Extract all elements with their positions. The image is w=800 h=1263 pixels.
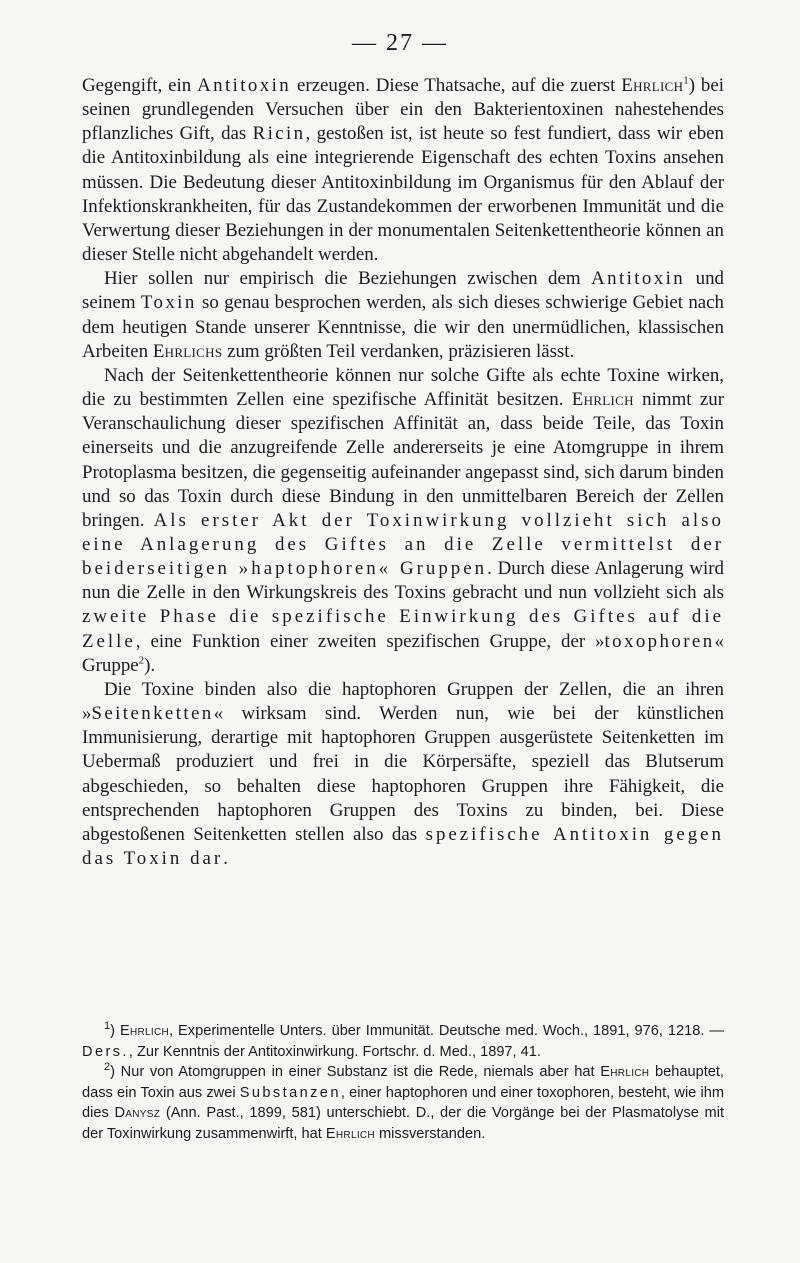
paragraph-1 (82, 74, 724, 267)
text-run: , einer haptophoren und einer toxophoren, besteht, wie ihm dies (82, 1084, 724, 1122)
author-name: Ehrlich (119, 1023, 170, 1039)
text-run: nimmt zur Veranschaulichung dieser spezifischen Affinität an, dass beide Teile, das Toxin einerseits und die anzugreifende Zelle andererseits je eine Atomgruppe in ihrem Protoplasma besitzen, die gegenseitig aufeinander angepasst sind, sich darum binden und so das Toxin durch diese Bindung in den unmittelbaren Bereich der Zellen bringen. (82, 389, 724, 531)
spaced-term: Toxin (140, 292, 197, 314)
text-run: Die Toxine binden also die haptophoren Gruppen der Zellen, die an ihren » (82, 678, 724, 725)
spaced-term: Ricin (252, 123, 306, 145)
text-run: ) (110, 1023, 120, 1039)
text-run: . (223, 848, 228, 869)
text-run: ) bei seinen grundlegenden Versuchen über ein den Bakterientoxinen nahestehendes pflanzliches Gift, das (82, 75, 725, 145)
spaced-term: Seitenketten (91, 703, 214, 725)
text-run: . Durch diese Anlagerung wird nun die Zelle in den Wirkungskreis des Toxins gebracht und nun vollzieht sich als (82, 558, 724, 604)
text-run: zum größten Teil verdanken, präzisieren lässt. (222, 340, 575, 362)
text-run: ). (144, 654, 156, 676)
paragraph-2 (82, 267, 724, 364)
spaced-term: Ders. (82, 1043, 129, 1060)
spaced-phrase: spezifische Antitoxin gegen das Toxin dar (82, 823, 724, 869)
text-run: und seinem (82, 268, 724, 314)
footnote-marker: 1 (104, 1020, 111, 1033)
text-run: ) Nur von Atomgruppen in einer Substanz ist die Rede, niemals aber hat (110, 1064, 601, 1081)
footnote-ref: 2 (138, 654, 145, 667)
author-name: Ehrlichs (152, 340, 223, 362)
footnotes (82, 1021, 724, 1145)
spaced-term: Antitoxin (591, 268, 686, 290)
paragraph-4 (82, 678, 724, 871)
text-run: missverstanden. (374, 1125, 486, 1142)
text-run: Hier sollen nur empirisch die Beziehungen zwischen dem (104, 268, 592, 290)
author-name: Ehrlich (571, 389, 634, 411)
text-run: « Gruppe (82, 630, 724, 676)
footnote-1 (82, 1021, 724, 1062)
page-number: — 27 — (352, 30, 448, 56)
text-run: Gegengift, ein (82, 75, 198, 96)
footnote-ref: 1 (683, 74, 689, 87)
author-name: Danysz (114, 1105, 161, 1122)
text-run: erzeugen. Diese Thatsache, auf die zuerst (291, 75, 622, 96)
footnote-marker: 2 (104, 1061, 111, 1074)
author-name: Ehrlich (325, 1125, 375, 1142)
spaced-term: toxophoren (604, 630, 715, 652)
text-run: , Zur Kenntnis der Antitoxinwirkung. Fortschr. d. Med., 1897, 41. (128, 1043, 541, 1060)
body-text (82, 74, 724, 871)
author-name: Ehrlich (600, 1064, 650, 1081)
text-run: , eine Funktion einer zweiten spezifischen Gruppe, der » (135, 630, 605, 652)
text-run: Nach der Seitenkettentheorie können nur solche Gifte als echte Toxine wirken, die zu bestimmten Zellen eine spezifische Affinität besitzen. (82, 364, 724, 411)
text-run: , gestoßen ist, ist heute so fest fundiert, dass wir eben die Antitoxinbildung als eine integrierende Eigenschaft des echten Toxins ansehen müssen. Die Bedeutung dieser Antitoxinbildung im Organismus für den Ablauf der Infektionskrankheiten, für das Zustandekommen der erworbenen Immunität und die Verwertung dieser Beziehungen in der monumentalen Seitenkettentheorie können an dieser Stelle nicht abgehandelt werden. (82, 123, 724, 266)
text-run: (Ann. Past., 1899, 581) unterschiebt. D., der die Vorgänge bei der Plasmatolyse mit der Toxinwirkung zusammenwirft, hat (82, 1105, 725, 1142)
spaced-term: Antitoxin (197, 75, 292, 96)
footnote-2 (82, 1062, 724, 1144)
paragraph-3 (82, 364, 724, 678)
spaced-term: Substanzen (239, 1084, 341, 1101)
text-run: so genau besprochen werden, als sich dieses schwierige Gebiet nach dem heutigen Stande unserer Kenntnisse, die wir den unermüdlichen, klassischen Arbeiten (82, 292, 724, 362)
spaced-phrase: Als erster Akt der Toxinwirkung vollzieht sich also eine Anlagerung des Giftes an die Zelle vermittelst der beiderseitigen »haptophoren« Gruppen (82, 509, 724, 580)
text-run: behauptet, dass ein Toxin aus zwei (82, 1064, 724, 1101)
text-run: « wirksam sind. Werden nun, wie bei der künstlichen Immunisierung, derartige mit haptophoren Gruppen ausgerüstete Seitenketten im Uebermaß produziert und frei in die Körpersäfte, speziell das Blutserum abgeschieden, so behalten diese haptophoren Gruppen ihre Fähigkeit, die entsprechenden haptophoren Gruppen des Toxins zu binden, bei. Diese abgestoßenen Seitenketten stellen also das (82, 703, 724, 845)
author-name: Ehrlich (621, 75, 684, 96)
spaced-phrase: zweite Phase die spezifische Einwirkung des Giftes auf die Zelle (82, 606, 724, 652)
text-run: , Experimentelle Unters. über Immunität. Deutsche med. Woch., 1891, 976, 1218. — (169, 1023, 724, 1039)
